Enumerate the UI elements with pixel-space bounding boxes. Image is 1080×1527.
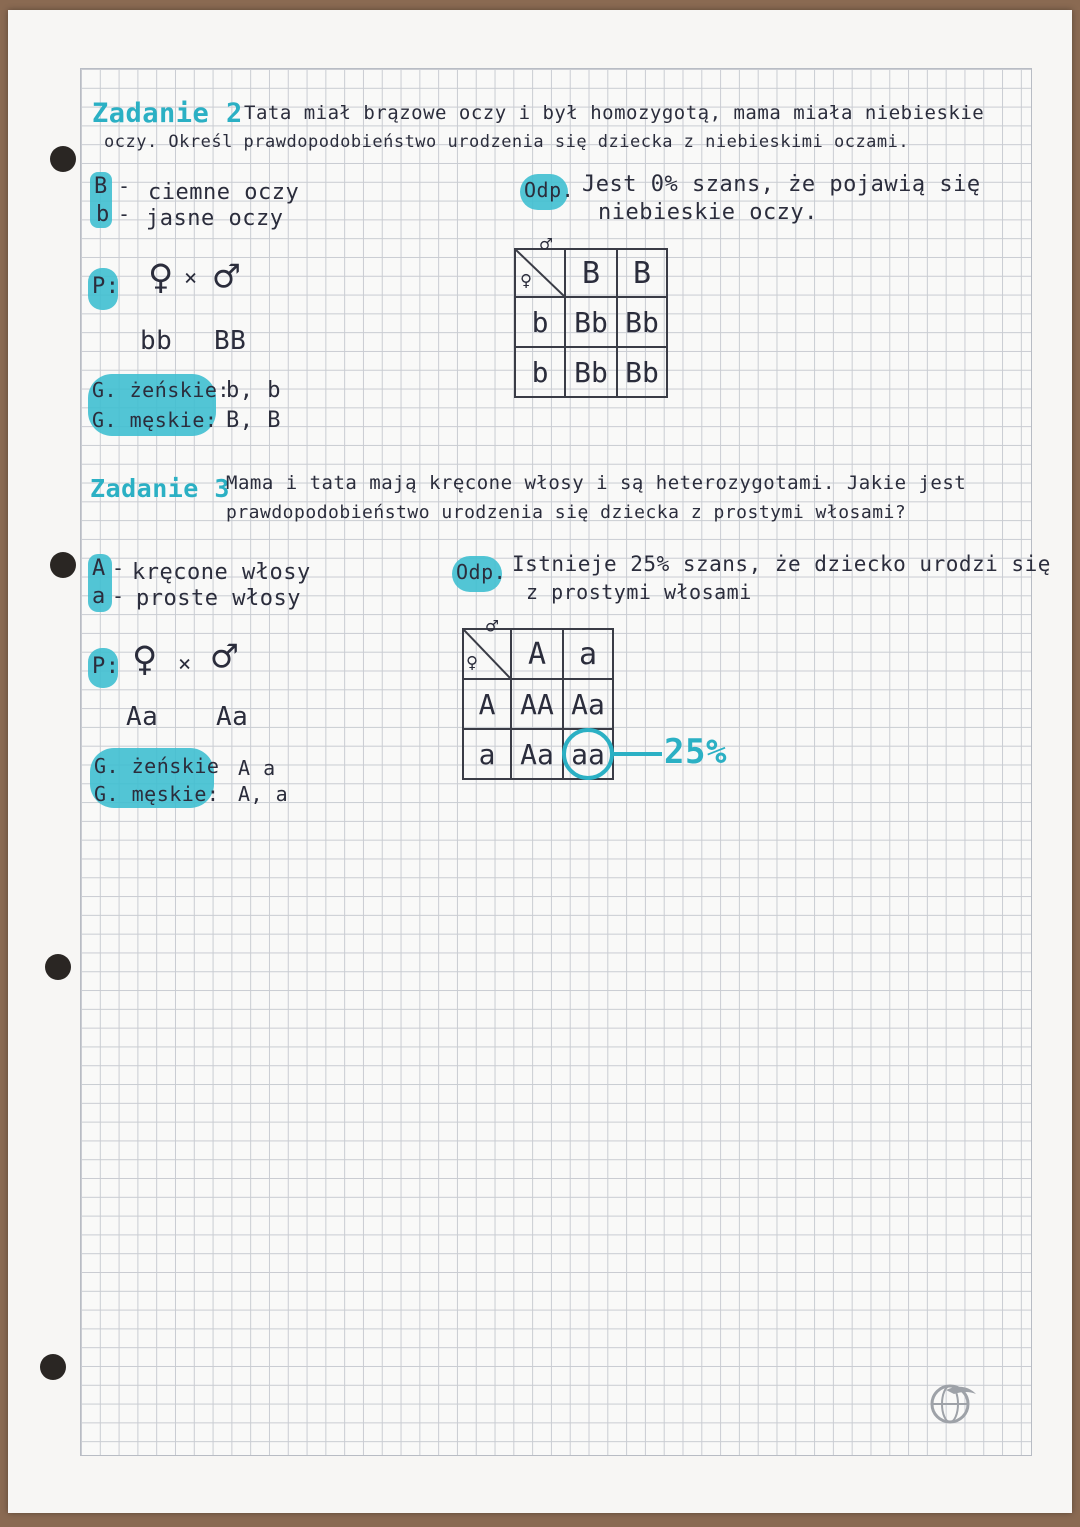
legend-sep: - [118, 174, 131, 198]
parents-label: P: [92, 654, 120, 679]
punnett-row-label: b [515, 347, 565, 397]
male-genotype: Aa [216, 702, 249, 732]
binder-hole [40, 1354, 66, 1380]
cross-symbol: × [178, 652, 192, 677]
answer-line1: Jest 0% szans, że pojawią się [582, 172, 981, 197]
female-symbol: ♀ [520, 268, 533, 292]
globe-logo-icon [928, 1380, 978, 1426]
task3-question-line2: prawdopodobieństwo urodzenia się dziecka z prostymi włosami? [226, 502, 907, 523]
punnett-corner [463, 614, 511, 679]
gametes-male: A, a [238, 782, 289, 806]
punnett-cell: Bb [617, 347, 667, 397]
punnett-row-label: b [515, 297, 565, 347]
binder-hole [45, 954, 71, 980]
female-genotype: Aa [126, 702, 159, 732]
male-genotype: BB [214, 326, 247, 356]
legend-text: kręcone włosy [132, 560, 311, 585]
task3-title: Zadanie 3 [90, 474, 230, 503]
answer-label: Odp. [524, 178, 575, 202]
punnett-header: a [563, 629, 613, 679]
parents-label: P: [92, 274, 120, 299]
female-genotype: bb [140, 326, 173, 356]
legend-key: a [92, 584, 106, 609]
punnett-header: B [565, 249, 617, 297]
legend-sep: - [118, 202, 131, 226]
male-symbol: ♂ [214, 252, 240, 301]
task2-title: Zadanie 2 [92, 98, 243, 129]
punnett-square [514, 232, 668, 398]
punnett-header: B [617, 249, 667, 297]
punnett-header: A [511, 629, 563, 679]
gametes-female: A a [238, 756, 276, 780]
female-symbol: ♀ [466, 650, 479, 674]
legend-sep: - [112, 556, 125, 580]
punnett-cell: aa [563, 729, 613, 779]
legend-sep: - [112, 584, 125, 608]
punnett-cell: Bb [617, 297, 667, 347]
gametes-female: b, b [226, 378, 281, 403]
gametes-female-label: G. żeńskie [94, 754, 220, 778]
cross-symbol: × [184, 266, 198, 291]
result-pointer-line [610, 752, 662, 756]
answer-line2: z prostymi włosami [526, 580, 752, 604]
gametes-male-label: G. męskie: [94, 782, 220, 806]
task2-question-line2: oczy. Określ prawdopodobieństwo urodzenia się dziecka z niebieskimi oczami. [104, 132, 910, 152]
task2-question-line1: Tata miał brązowe oczy i był homozygotą, mama miała niebieskie [244, 102, 985, 124]
punnett-cell: Bb [565, 347, 617, 397]
answer-label: Odp. [456, 560, 507, 584]
binder-hole [50, 146, 76, 172]
punnett-row-label: a [463, 729, 511, 779]
gametes-male: B, B [226, 408, 281, 433]
punnett-cell: Aa [563, 679, 613, 729]
male-symbol: ♂ [486, 614, 499, 638]
female-symbol: ♀ [148, 252, 174, 301]
task3-question-line1: Mama i tata mają kręcone włosy i są heterozygotami. Jakie jest [226, 472, 967, 494]
punnett-row-label: A [463, 679, 511, 729]
legend-key: b [96, 202, 110, 227]
punnett-corner [515, 232, 565, 297]
legend-text: proste włosy [136, 586, 301, 611]
gametes-female-label: G. żeńskie: [92, 378, 230, 402]
female-symbol: ♀ [132, 634, 158, 683]
punnett-cell: Bb [565, 297, 617, 347]
result-circle [562, 728, 614, 780]
binder-hole [50, 552, 76, 578]
legend-key: B [94, 174, 108, 199]
legend-text: jasne oczy [146, 206, 284, 231]
legend-text: ciemne oczy [148, 180, 300, 205]
male-symbol: ♂ [212, 632, 238, 681]
punnett-cell: AA [511, 679, 563, 729]
answer-line2: niebieskie oczy. [598, 200, 818, 225]
result-percent: 25% [664, 732, 727, 772]
answer-line1: Istnieje 25% szans, że dziecko urodzi się [512, 552, 1051, 576]
male-symbol: ♂ [540, 232, 553, 256]
gametes-male-label: G. męskie: [92, 408, 218, 432]
punnett-cell: Aa [511, 729, 563, 779]
legend-key: A [92, 556, 106, 581]
